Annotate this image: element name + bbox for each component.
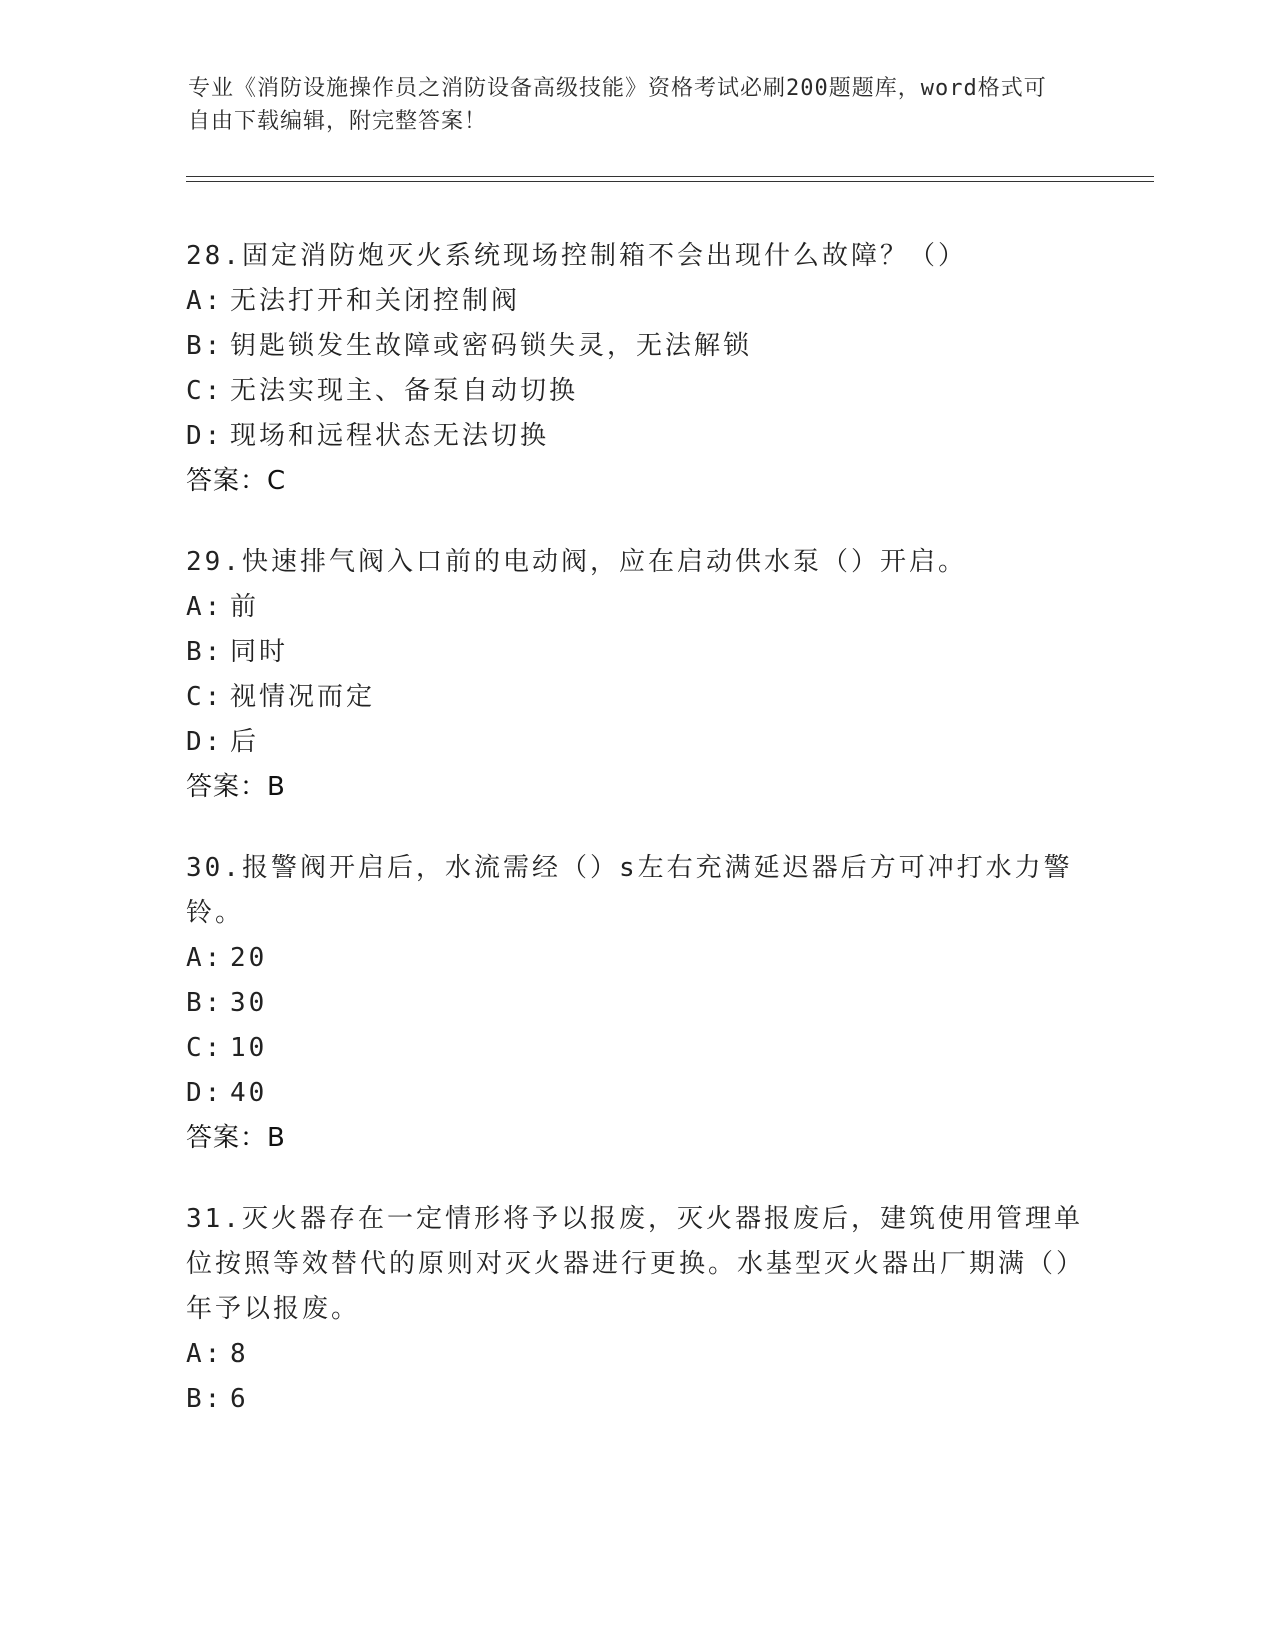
option-b	[186, 324, 1086, 369]
option-text: 8	[230, 1339, 249, 1369]
option-letter: A:	[186, 286, 224, 316]
question-29	[186, 540, 1086, 810]
question-stem: 29.快速排气阀入口前的电动阀，应在启动供水泵（）开启。	[186, 547, 967, 577]
option-a	[186, 936, 1086, 981]
option-c	[186, 675, 1086, 720]
option-c	[186, 1026, 1086, 1071]
option-d	[186, 1071, 1086, 1116]
option-letter: C:	[186, 376, 224, 406]
option-a	[186, 585, 1086, 630]
option-text: 现场和远程状态无法切换	[230, 421, 550, 451]
header-divider-top	[186, 176, 1154, 177]
answer-line: 答案：B	[186, 1123, 286, 1153]
option-text: 20	[230, 943, 268, 973]
question-31	[186, 1197, 1086, 1422]
answer-line: 答案：B	[186, 772, 286, 802]
option-letter: B:	[186, 637, 224, 667]
option-letter: B:	[186, 988, 224, 1018]
option-a	[186, 1332, 1086, 1377]
option-text: 30	[230, 988, 268, 1018]
option-text: 钥匙锁发生故障或密码锁失灵，无法解锁	[230, 331, 753, 361]
question-30	[186, 846, 1086, 1161]
option-text: 同时	[230, 637, 289, 667]
question-stem: 31.灭火器存在一定情形将予以报废，灭火器报废后，建筑使用管理单位按照等效替代的原则对灭火器进行更换。水基型灭火器出厂期满（）年予以报废。	[186, 1204, 1086, 1324]
option-letter: A:	[186, 1339, 224, 1369]
option-b	[186, 630, 1086, 675]
option-text: 无法打开和关闭控制阀	[230, 286, 521, 316]
question-stem: 28.固定消防炮灭火系统现场控制箱不会出现什么故障？（）	[186, 241, 967, 271]
option-text: 10	[230, 1033, 268, 1063]
option-text: 6	[230, 1384, 249, 1414]
option-c	[186, 369, 1086, 414]
option-letter: D:	[186, 421, 224, 451]
option-b	[186, 981, 1086, 1026]
question-28	[186, 234, 1086, 504]
question-list	[186, 234, 1086, 1458]
option-letter: C:	[186, 1033, 224, 1063]
option-text: 视情况而定	[230, 682, 376, 712]
option-letter: B:	[186, 1384, 224, 1414]
option-b	[186, 1377, 1086, 1422]
option-text: 40	[230, 1078, 268, 1108]
answer-line: 答案：C	[186, 466, 287, 496]
option-text: 后	[230, 727, 260, 757]
option-letter: D:	[186, 727, 224, 757]
option-letter: A:	[186, 592, 224, 622]
option-letter: B:	[186, 331, 224, 361]
question-stem: 30.报警阀开启后，水流需经（）s左右充满延迟器后方可冲打水力警铃。	[186, 853, 1073, 928]
option-letter: A:	[186, 943, 224, 973]
option-d	[186, 414, 1086, 459]
document-header: 专业《消防设施操作员之消防设备高级技能》资格考试必刷200题题库，word格式可自由下载编辑，附完整答案！	[188, 76, 1047, 134]
option-letter: C:	[186, 682, 224, 712]
header-divider-bottom	[186, 181, 1154, 182]
option-letter: D:	[186, 1078, 224, 1108]
option-a	[186, 279, 1086, 324]
option-text: 无法实现主、备泵自动切换	[230, 376, 579, 406]
option-text: 前	[230, 592, 260, 622]
option-d	[186, 720, 1086, 765]
